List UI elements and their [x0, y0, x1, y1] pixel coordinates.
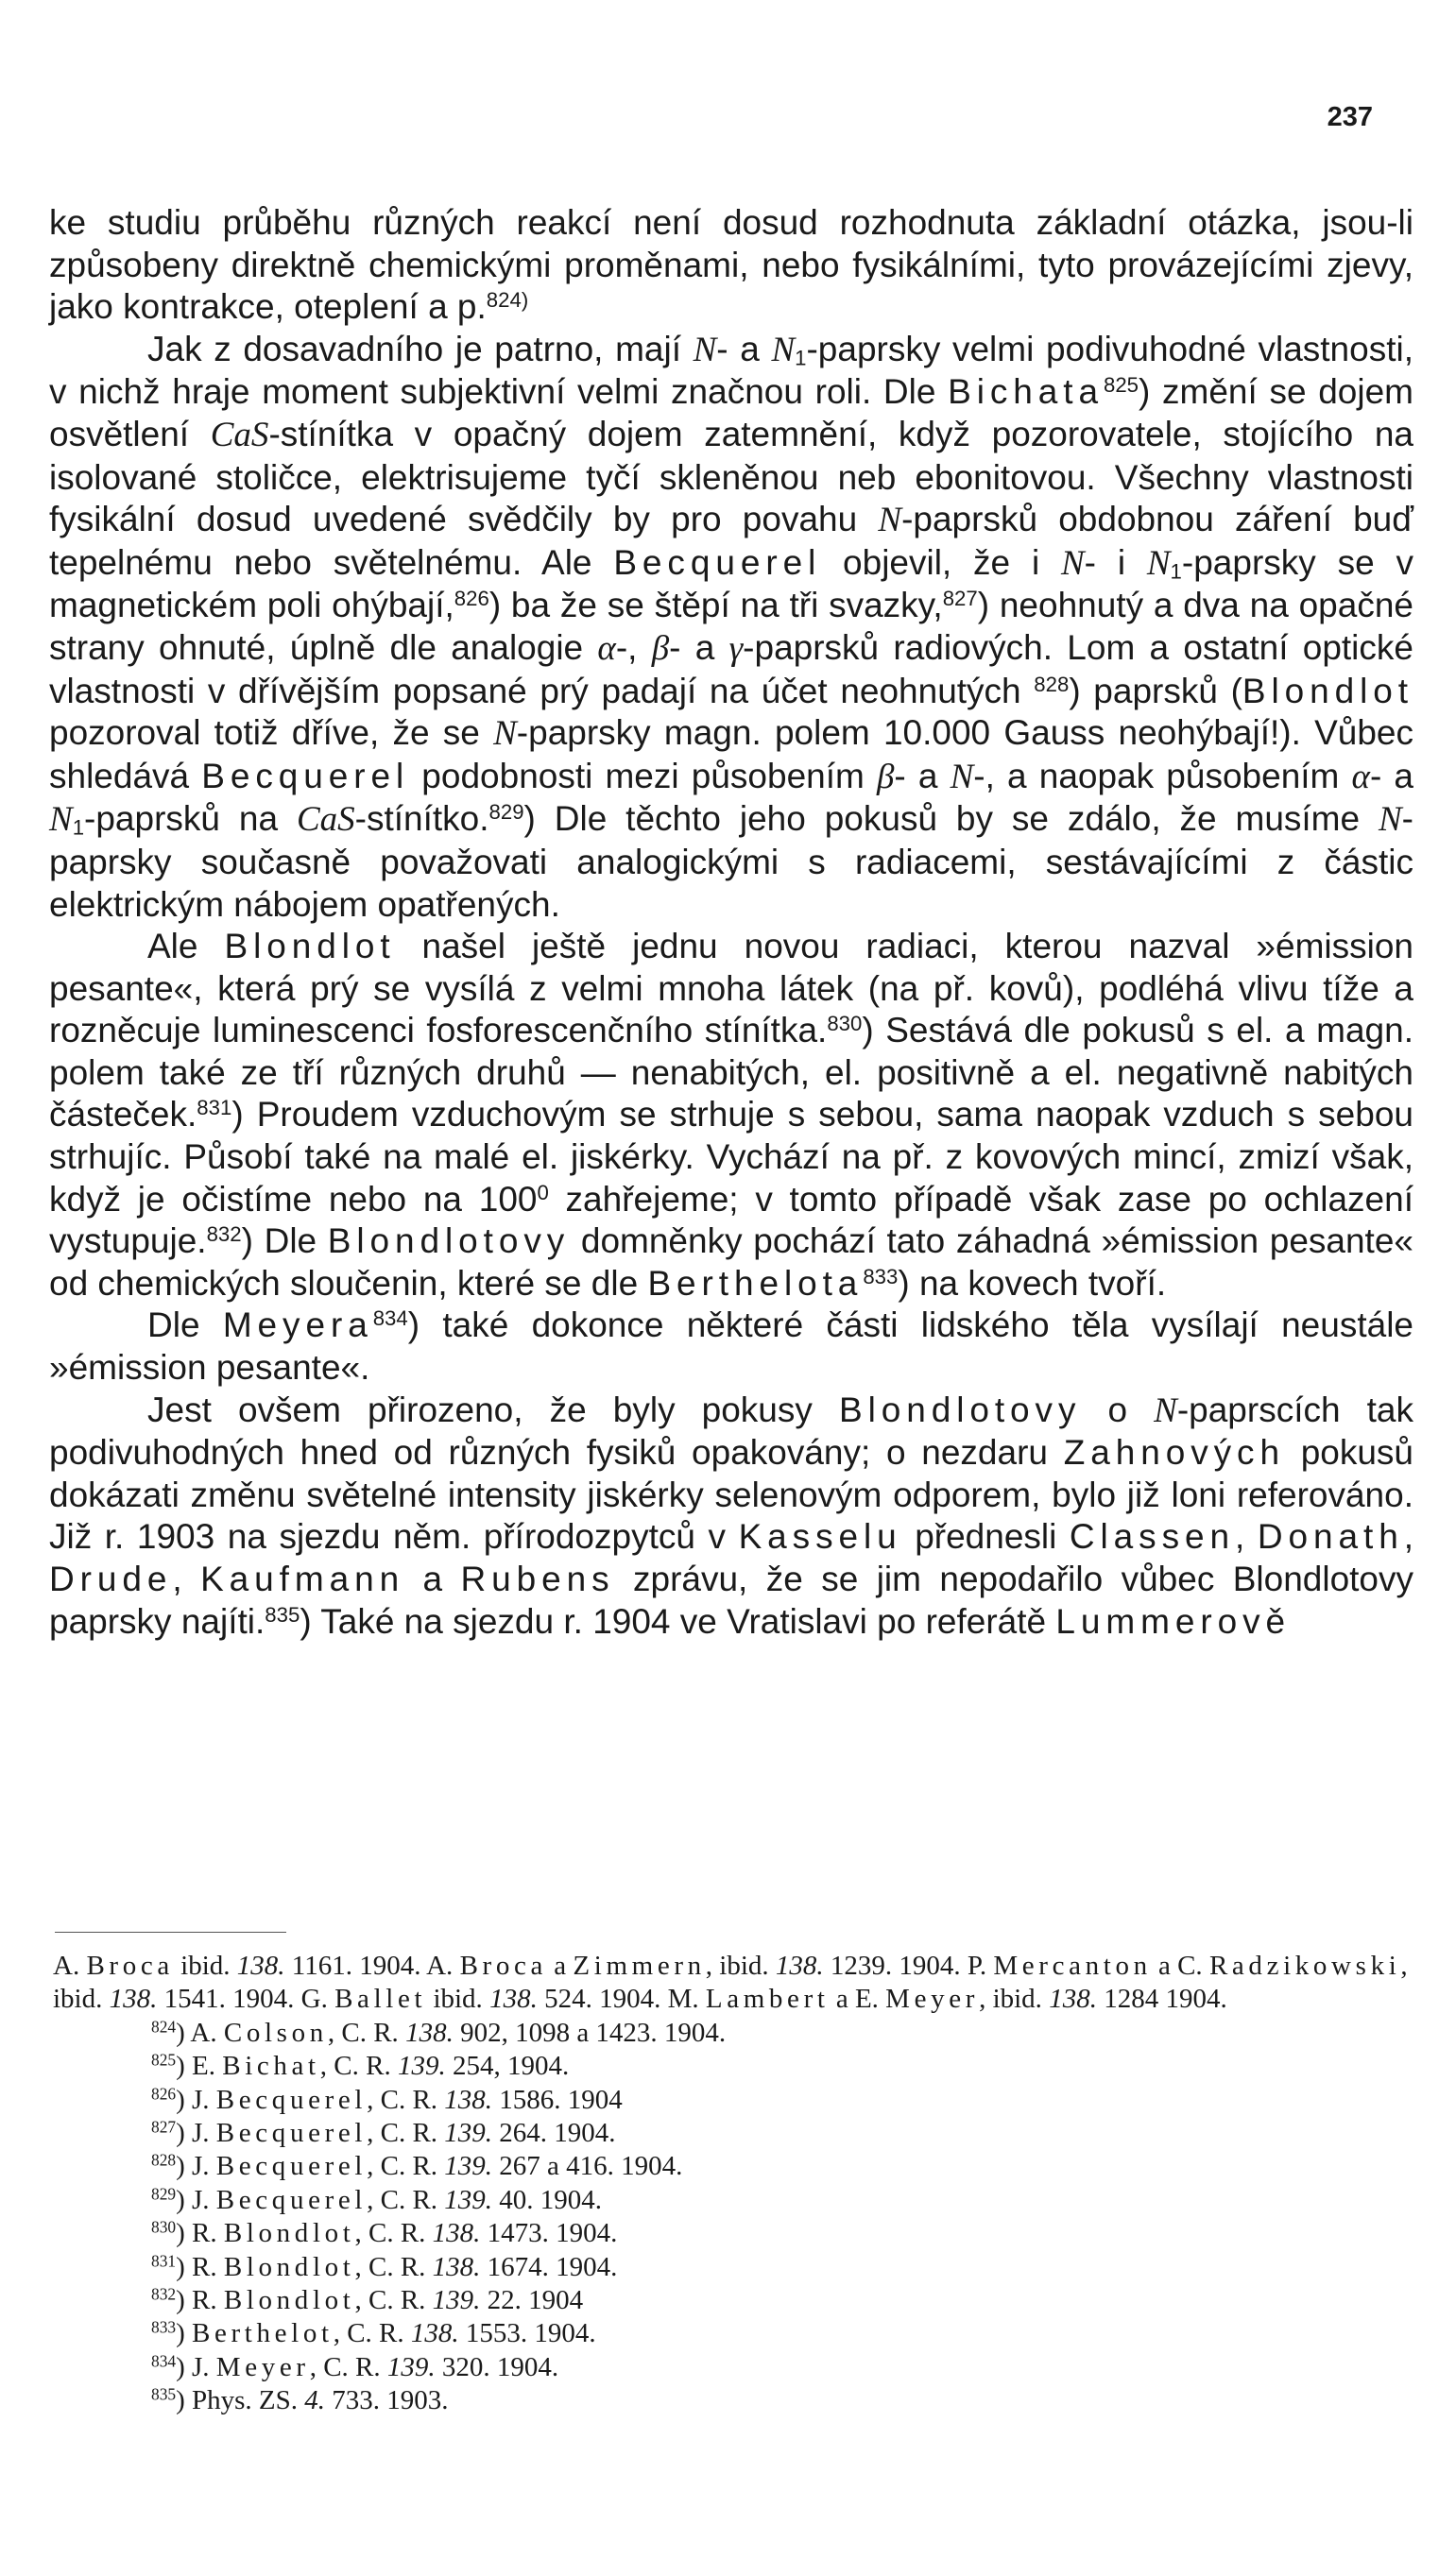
footnote-ref: 0 [537, 1180, 549, 1204]
italic-text: 139. [432, 2285, 481, 2316]
spaced-name: Meyera [222, 1305, 373, 1345]
footnote-ref: 833 [863, 1264, 899, 1288]
footnote-ref: 825 [1103, 373, 1139, 398]
footnote-ref: 833 [151, 2317, 177, 2337]
italic-text: 138. [405, 2017, 454, 2048]
footnote: $^{827}$) J. Becquerel, C. R. 139. 264. 1904. [151, 2117, 616, 2149]
footnote-ref: 832 [151, 2284, 177, 2304]
spaced-name: Blondlot [223, 2218, 355, 2249]
spaced-name: Becquerel [201, 756, 410, 795]
footnote: $^{828}$) J. Becquerel, C. R. 139. 267 a 416. 1904. [151, 2150, 683, 2182]
spaced-name: Bichat [222, 2051, 320, 2082]
footnote-ref: 831 [197, 1096, 232, 1120]
italic-text: 138. [432, 2251, 481, 2282]
spaced-name: Blondlot [223, 2251, 355, 2282]
body-text [49, 202, 1413, 1643]
italic-text: 139. [444, 2184, 493, 2215]
footnote-ref: 824) [486, 287, 529, 312]
italic-text: 138. [1049, 1984, 1097, 2015]
italic-text: 138. [775, 1951, 824, 1981]
spaced-name: Kaufmann [200, 1560, 405, 1598]
italic-text: 138. [109, 1984, 158, 2015]
spaced-name: Becquerel [215, 2084, 368, 2115]
footnote-ref: 827 [942, 587, 978, 611]
spaced-name: Berthelota [647, 1263, 864, 1303]
spaced-name: Zahnových [1063, 1433, 1285, 1473]
footnote: $^{825}$) E. Bichat, C. R. 139. 254, 1904. [151, 2050, 570, 2082]
spaced-name: Donath [1257, 1517, 1404, 1557]
italic-text: β [876, 757, 895, 796]
italic-text: 138. [236, 1951, 285, 1981]
italic-text: CaS [210, 415, 269, 454]
footnote: $^{834}$) J. Meyer, C. R. 139. 320. 1904. [151, 2351, 559, 2382]
italic-text: 4. [304, 2385, 326, 2416]
footnote-ref: 835 [151, 2384, 177, 2404]
italic-text: 139. [444, 2118, 493, 2149]
spaced-name: Becquerel [215, 2151, 368, 2182]
spaced-name: Meyer [215, 2351, 310, 2382]
footnote-ref: 824 [151, 2017, 177, 2037]
spaced-name: Broca [86, 1951, 174, 1981]
italic-text: N [771, 330, 796, 369]
spaced-name: Blondlot [1242, 671, 1413, 710]
italic-text: 139. [397, 2051, 446, 2082]
footnote-ref: 832 [206, 1222, 242, 1247]
footnote-ref: 826 [454, 587, 489, 611]
italic-text: γ [728, 628, 744, 668]
spaced-name: Classen [1069, 1517, 1236, 1557]
spaced-name: Kasselu [738, 1517, 902, 1557]
footnote-ref: 834 [151, 2351, 177, 2371]
italic-text: N [950, 757, 974, 796]
spaced-name: Meyer [885, 1984, 980, 2015]
footnote: $^{832}$) R. Blondlot, C. R. 139. 22. 1904 [151, 2284, 584, 2316]
italic-text: α [1351, 757, 1370, 796]
paragraph: Dle Meyera$^{834}$) také dokonce některé části lidského těla vysílají neustále »émission pesante«. [49, 1305, 1413, 1388]
footnote: $^{824}$) A. Colson, C. R. 138. 902, 1098 a 1423. 1904. [151, 2017, 727, 2048]
footnote-ref: 830 [151, 2217, 177, 2237]
footnote: $^{835}$) Phys. ZS. 4. 733. 1903. [151, 2384, 449, 2416]
paragraph: Jest ovšem přirozeno, že byly pokusy Blondlotovy o N-paprscích tak podivuhodných hned od různých fysiků opakovány; o nezdaru Zahnových pokusů dokázati změnu světelné intensity jiskérky selenovým odporem, bylo již loni referováno. Již r. 1903 na sjezdu něm. přírodozpytců v Kasselu přednesli Classen, Donath, Drude, Kaufmann a Rubens zprávu, že se jim nepodařilo vůbec Blondlotovy paprsky najíti.$^{835}$) Také na sjezdu r. 1904 ve Vratislavi po referátě Lummerově [49, 1390, 1414, 1641]
footnote-ref: 828 [151, 2150, 177, 2170]
italic-text: N [1060, 543, 1085, 583]
italic-text: α [597, 628, 616, 668]
footnote-ref: 829 [488, 800, 524, 825]
spaced-name: Becquerel [215, 2118, 368, 2149]
spaced-name: Berthelot [192, 2318, 334, 2349]
italic-text: N [1378, 800, 1402, 840]
paragraph: ke studiu průběhu různých reakcí není dosud rozhodnuta základní otázka, jsou-li způsobeny direktně chemickými proměnami, nebo fysikálními, tyto provázejícími zjevy, jako kontrakce, oteplení a p.$^{824)}$ [49, 203, 1413, 327]
spaced-name: Blondlotovy [838, 1390, 1082, 1429]
footnote-ref: 835 [265, 1602, 300, 1627]
footnotes [53, 1932, 1413, 2418]
spaced-name: Ballet [334, 1984, 427, 2015]
spaced-name: Zimmern [573, 1951, 706, 1981]
spaced-name: Becquerel [613, 542, 822, 582]
footnote: $^{829}$) J. Becquerel, C. R. 139. 40. 1904. [151, 2184, 603, 2215]
spaced-name: Radzikowski [1208, 1951, 1401, 1981]
footnote-ref: 827 [151, 2117, 177, 2137]
footnote: $^{830}$) R. Blondlot, C. R. 138. 1473. 1904. [151, 2217, 618, 2249]
footnote-ref: 831 [151, 2251, 177, 2271]
footnote-ref: 826 [151, 2084, 177, 2104]
italic-text: N [1146, 543, 1171, 583]
spaced-name: Blondlot [223, 2285, 355, 2316]
spaced-name: Becquerel [215, 2184, 368, 2215]
footnote-ref: 834 [372, 1306, 408, 1331]
italic-text: 138. [489, 1984, 538, 2015]
italic-text: N [1154, 1390, 1177, 1430]
spaced-name: Mercanton [993, 1951, 1152, 1981]
spaced-name: Broca [459, 1951, 548, 1981]
italic-text: N [49, 800, 73, 840]
spaced-name: Colson [223, 2017, 328, 2048]
italic-text: CaS [296, 800, 355, 840]
italic-text: N [493, 714, 517, 754]
spaced-name: Blondlot [224, 927, 396, 966]
spaced-name: Blondlotovy [327, 1221, 571, 1261]
spaced-name: Drude [49, 1560, 173, 1598]
footnote-ref: 830 [827, 1012, 863, 1036]
subscript: 1 [795, 346, 807, 370]
subscript: 1 [72, 815, 85, 840]
italic-text: 139. [444, 2151, 493, 2182]
footnote: $^{833}$) Berthelot, C. R. 138. 1553. 1904. [151, 2317, 596, 2349]
footnote: $^{826}$) J. Becquerel, C. R. 138. 1586. 1904 [151, 2084, 623, 2115]
footnote-divider [55, 1932, 286, 1933]
spaced-name: Lambert [705, 1984, 830, 2015]
footnote-ref: 825 [151, 2050, 177, 2070]
footnote: $^{831}$) R. Blondlot, C. R. 138. 1674. 1904. [151, 2251, 618, 2282]
italic-text: N [693, 330, 717, 369]
spaced-name: Rubens [460, 1560, 615, 1598]
italic-text: 138. [410, 2318, 459, 2349]
subscript: 1 [1170, 559, 1182, 584]
page-number: 237 [1327, 102, 1373, 132]
footnote-continuation: A. Broca ibid. 138. 1161. 1904. A. Broca a Zimmern, ibid. 138. 1239. 1904. P. Mercanton a C. Radzikowski, ibid. 138. 1541. 1904. G. Ballet ibid. 138. 524. 1904. M. Lambert a E. Meyer, ibid. 138. 1284 1904. [53, 1951, 1408, 2015]
italic-text: β [651, 628, 670, 668]
footnote-ref: 829 [151, 2184, 177, 2204]
italic-text: 139. [386, 2351, 436, 2382]
spaced-name: Lummerově [1055, 1601, 1292, 1641]
paragraph: Ale Blondlot našel ještě jednu novou radiaci, kterou nazval »émission pesante«, která prý se vysílá z velmi mnoha látek (na př. kovů), podléhá vlivu tíže a rozněcuje luminescenci fosforescenčního stínítka.$^{830}$) Sestává dle pokusů s el. a magn. polem také ze tří různých druhů — nenabitých, el. positivně a el. negativně nabitých částeček.$^{831}$) Proudem vzduchovým se strhuje s sebou, sama naopak vzduch s sebou strhujíc. Působí také na malé el. jiskérky. Vychází na př. z kovových mincí, zmizí však, když je očistíme nebo na $100^0$ zahřejeme; v tomto případě však zase po ochlazení vystupuje.$^{832}$) Dle Blondlotovy domněnky pochází tato záhadná »émission pesante« od chemických sloučenin, které se dle Berthelota$^{833}$) na kovech tvoří. [49, 927, 1413, 1303]
footnote-ref: 828 [1034, 672, 1070, 696]
italic-text: N [878, 501, 902, 540]
paragraph: Jak z dosavadního je patrno, mají N- a $N_1$-paprsky velmi podivuhodné vlastnosti, v nichž hraje moment subjektivní velmi značnou roli. Dle Bichata$^{825}$) změní se dojem osvětlení CaS-stínítka v opačný dojem zatemnění, když pozorovatele, stojícího na isolované stoličce, elektrisujeme tyčí skleněnou neb ebonitovou. Všechny vlastnosti fysikální dosud uvedené svědčily by pro povahu N-paprsků obdobnou záření buď tepelnému nebo světelnému. Ale Becquerel objevil, že i N- i $N_1$-paprsky se v magnetickém poli ohýbají,$^{826}$) ba že se štěpí na tři svazky,$^{827}$) neohnutý a dva na opačné strany ohnuté, úplně dle analogie α-, β- a γ-paprsků radiových. Lom a ostatní optické vlastnosti v dřívějším popsané prý padají na účet neohnutých $^{828}$) paprsků (Blondlot pozoroval totiž dříve, že se N-paprsky magn. polem 10.000 Gauss neohýbají!). Vůbec shledává Becquerel podobnosti mezi působením β- a N-, a naopak působením α- a $N_1$-paprsků na CaS-stínítko.$^{829}$) Dle těchto jeho pokusů by se zdálo, že musíme N-paprsky současně považovati analogickými s radiacemi, sestávajícími z částic elektrickým nábojem opatřených. [49, 329, 1414, 924]
spaced-name: Bichata [948, 372, 1104, 412]
italic-text: 138. [432, 2218, 481, 2249]
italic-text: 138. [444, 2084, 493, 2115]
